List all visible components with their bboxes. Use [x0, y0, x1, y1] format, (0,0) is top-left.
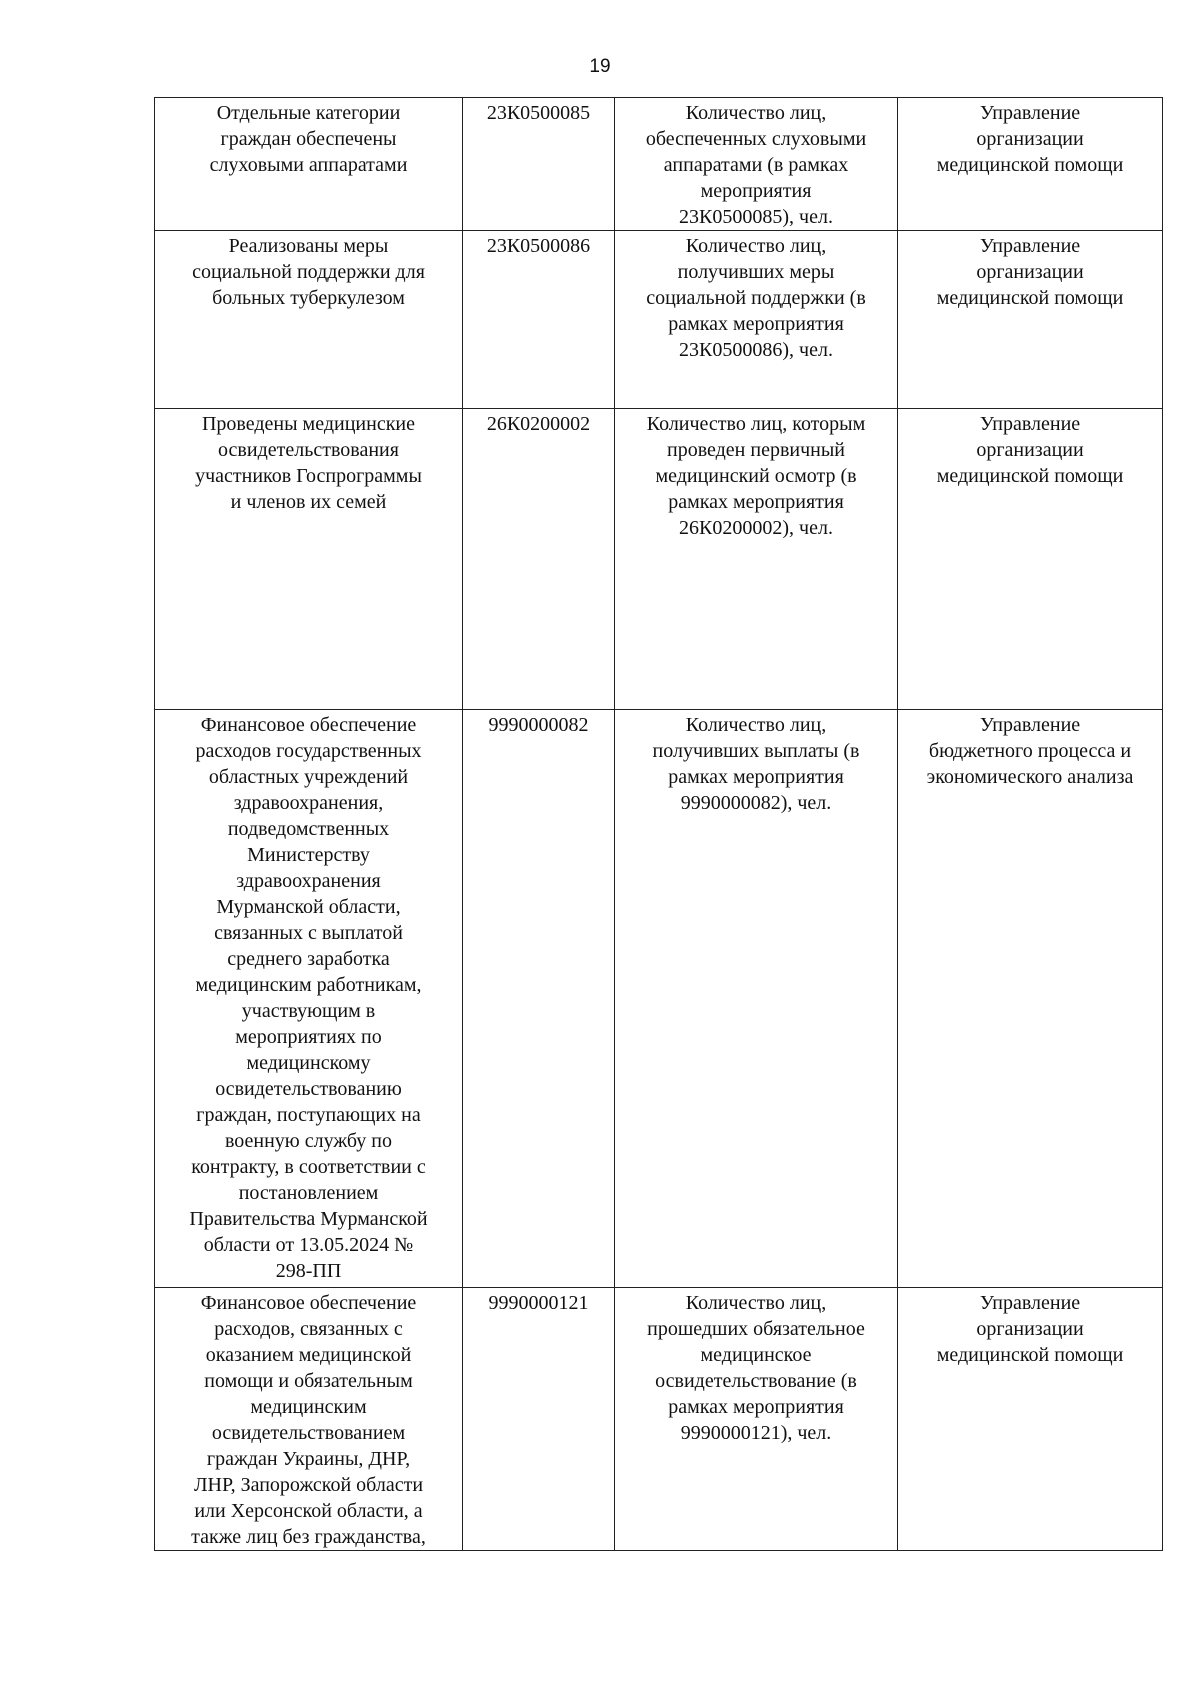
- result-cell: [155, 98, 463, 231]
- result-cell: [155, 409, 463, 710]
- measures-table: [154, 97, 1163, 1551]
- code-text: 23К0500086: [486, 235, 591, 257]
- table-row: [155, 231, 1163, 409]
- page-number: 19: [589, 56, 611, 77]
- responsible-cell: [898, 710, 1163, 1288]
- table-row: [155, 1288, 1163, 1551]
- responsible-text: Управление организации медицинской помощи: [936, 235, 1124, 309]
- result-cell: [155, 710, 463, 1288]
- indicator-cell: [615, 231, 898, 409]
- table-row: [155, 710, 1163, 1288]
- code-cell: [463, 409, 615, 710]
- responsible-text: Управление организации медицинской помощи: [936, 102, 1124, 176]
- code-text: 26К0200002: [486, 413, 591, 435]
- responsible-text: Управление бюджетного процесса и экономического анализа: [926, 714, 1134, 788]
- code-text: 9990000121: [488, 1292, 589, 1314]
- responsible-cell: [898, 409, 1163, 710]
- responsible-cell: [898, 98, 1163, 231]
- code-cell: [463, 98, 615, 231]
- result-text: Финансовое обеспечение расходов, связанных с оказанием медицинской помощи и обязательным медицинским освидетельствованием граждан Украины, ДНР, ЛНР, Запорожской области или Херсонской области, а также лиц без гражданства,: [191, 1292, 426, 1548]
- code-cell: [463, 710, 615, 1288]
- indicator-text: Количество лиц, которым проведен первичный медицинский осмотр (в рамках мероприятия 26К0200002), чел.: [646, 413, 866, 539]
- result-cell: [155, 231, 463, 409]
- indicator-text: Количество лиц, обеспеченных слуховыми аппаратами (в рамках мероприятия 23К0500085), чел.: [645, 102, 867, 228]
- indicator-cell: [615, 1288, 898, 1551]
- responsible-text: Управление организации медицинской помощи: [936, 413, 1124, 487]
- result-text: Отдельные категории граждан обеспечены слуховыми аппаратами: [209, 102, 408, 176]
- result-text: Реализованы меры социальной поддержки для больных туберкулезом: [192, 235, 425, 309]
- table-row: [155, 98, 1163, 231]
- result-text: Проведены медицинские освидетельствования участников Госпрограммы и членов их семей: [195, 413, 422, 513]
- indicator-text: Количество лиц, получивших меры социальной поддержки (в рамках мероприятия 23К0500086), чел.: [646, 235, 866, 361]
- code-cell: [463, 231, 615, 409]
- code-text: 23К0500085: [486, 102, 591, 124]
- indicator-text: Количество лиц, получивших выплаты (в рамках мероприятия 9990000082), чел.: [652, 714, 860, 814]
- responsible-cell: [898, 231, 1163, 409]
- code-cell: [463, 1288, 615, 1551]
- table-row: [155, 409, 1163, 710]
- result-cell: [155, 1288, 463, 1551]
- code-text: 9990000082: [488, 714, 589, 736]
- indicator-text: Количество лиц, прошедших обязательное медицинское освидетельствование (в рамках мероприятия 9990000121), чел.: [647, 1292, 865, 1444]
- responsible-text: Управление организации медицинской помощи: [936, 1292, 1124, 1366]
- responsible-cell: [898, 1288, 1163, 1551]
- result-text: Финансовое обеспечение расходов государственных областных учреждений здравоохранения, подведомственных Министерству здравоохранения Мурманской области, связанных с выплатой среднего заработка медицинским работникам, участвующим в мероприятиях по медицинскому освидетельствованию граждан, поступающих на военную службу по контракту, в соответствии с постановлением Правительства Мурманской области от 13.05.2024 № 298-ПП: [189, 714, 428, 1282]
- indicator-cell: [615, 710, 898, 1288]
- indicator-cell: [615, 409, 898, 710]
- indicator-cell: [615, 98, 898, 231]
